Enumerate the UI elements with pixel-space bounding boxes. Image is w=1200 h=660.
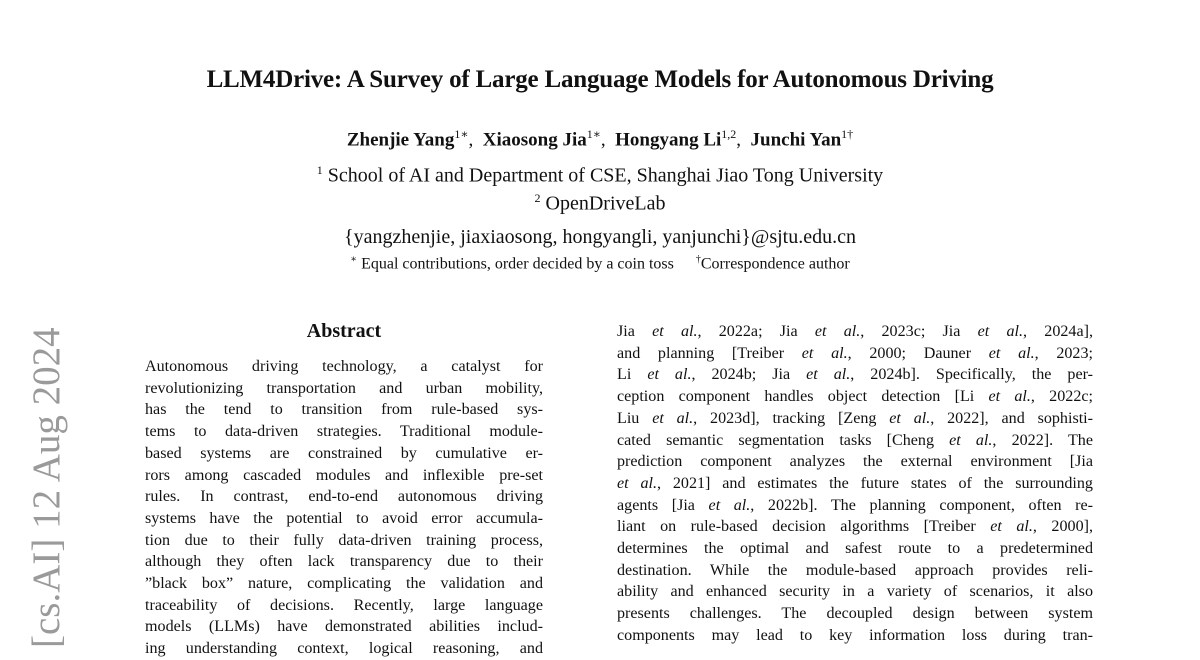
abstract-line: has the tend to transition from rule-based sys-	[145, 401, 543, 419]
body-line: liant on rule-based decision algorithms [Treiber et al., 2000],	[617, 518, 1094, 536]
affiliation-text: OpenDriveLab	[545, 192, 666, 215]
abstract-line: rors among cascaded modules and inflexible pre-set	[145, 466, 543, 484]
abstract-line: rules. In contrast, end-to-end autonomous driving	[145, 488, 543, 506]
body-line: components may lead to key information loss during tran-	[617, 626, 1093, 644]
abstract-line: traceability of decisions. Recently, large language	[145, 596, 543, 614]
body-line: et al., 2021] and estimates the future states of the surrounding	[617, 474, 1093, 492]
body-line: Jia et al., 2022a; Jia et al., 2023c; Jia et al., 2024a],	[617, 323, 1093, 340]
abstract-line: ing understanding context, logical reasoning, and	[145, 640, 543, 658]
author-emails: {yangzhenjie, jiaxiaosong, hongyangli, yanjunchi}@sjtu.edu.cn	[344, 226, 856, 248]
author-notes	[0, 254, 1200, 273]
author-sup: 1∗	[454, 127, 469, 141]
affiliation-2	[0, 191, 1200, 216]
abstract-line: tems to data-driven strategies. Traditional module-	[145, 423, 543, 441]
author-sup: 1†	[841, 127, 854, 141]
author-name: Hongyang Li	[615, 129, 722, 151]
body-line: Li et al., 2024b; Jia et al., 2024b]. Specifically, the per-	[617, 366, 1094, 384]
abstract-line: tion due to their fully data-driven training process,	[145, 531, 543, 549]
author-sup: 1∗	[586, 127, 601, 141]
author-name: Junchi Yan	[750, 129, 842, 151]
affiliation-sup: 2	[534, 191, 541, 205]
intro-body	[617, 321, 1093, 647]
correspondence-note: Correspondence author	[700, 255, 850, 273]
body-line: cated semantic segmentation tasks [Cheng et al., 2022]. The	[617, 431, 1093, 449]
correspondence-sup: †	[695, 254, 701, 265]
abstract-line: ”black box” nature, complicating the validation and	[145, 575, 543, 593]
abstract-line: based systems are constrained by cumulative er-	[145, 444, 543, 462]
abstract-line: Autonomous driving technology, a catalyst for	[145, 358, 543, 375]
body-line: determines the optimal and safest route to a predetermined	[617, 540, 1093, 558]
arxiv-side-stamp: [cs.AI] 12 Aug 2024	[25, 327, 68, 648]
abstract-line: although they often lack transparency due to their	[145, 553, 543, 571]
body-line: destination. While the module-based approach provides reli-	[617, 561, 1093, 579]
equal-contribution-note: Equal contributions, order decided by a coin toss	[361, 255, 674, 273]
body-line: Liu et al., 2023d], tracking [Zeng et al., 2022], and sophisti-	[617, 409, 1094, 427]
body-line: ception component handles object detection [Li et al., 2022c;	[617, 388, 1093, 406]
body-line: agents [Jia et al., 2022b]. The planning component, often re-	[617, 496, 1093, 514]
author-sup: 1,2	[721, 127, 737, 141]
body-line: presents challenges. The decoupled design between system	[617, 605, 1093, 623]
abstract-line: revolutionizing transportation and urban mobility,	[145, 379, 543, 397]
affiliation-1	[0, 163, 1200, 188]
body-line: ability and enhanced security in a variety of scenarios, it also	[617, 583, 1093, 601]
affiliation-text: School of AI and Department of CSE, Shanghai Jiao Tong University	[327, 164, 884, 187]
equal-contribution-sup: ∗	[350, 254, 358, 265]
abstract-line: models (LLMs) have demonstrated abilities includ-	[145, 618, 543, 636]
abstract-body	[145, 356, 543, 660]
author-list: Zhenjie Yang$^{1∗}$, Xiaosong Jia$^{1∗}$, Hongyang Li$^{1,2}$, Junchi Yan$^{1\dagger}$	[346, 127, 854, 151]
body-line: prediction component analyzes the external environment [Jia	[617, 453, 1093, 471]
abstract-heading: Abstract	[306, 320, 382, 342]
affiliation-sup: 1	[316, 163, 323, 177]
abstract-line: systems have the potential to avoid error accumula-	[145, 509, 543, 527]
author-name: Xiaosong Jia	[482, 129, 587, 151]
paper-title: LLM4Drive: A Survey of Large Language Models for Autonomous Driving	[206, 66, 994, 93]
author-name: Zhenjie Yang	[346, 129, 455, 151]
body-line: and planning [Treiber et al., 2000; Dauner et al., 2023;	[617, 344, 1093, 362]
